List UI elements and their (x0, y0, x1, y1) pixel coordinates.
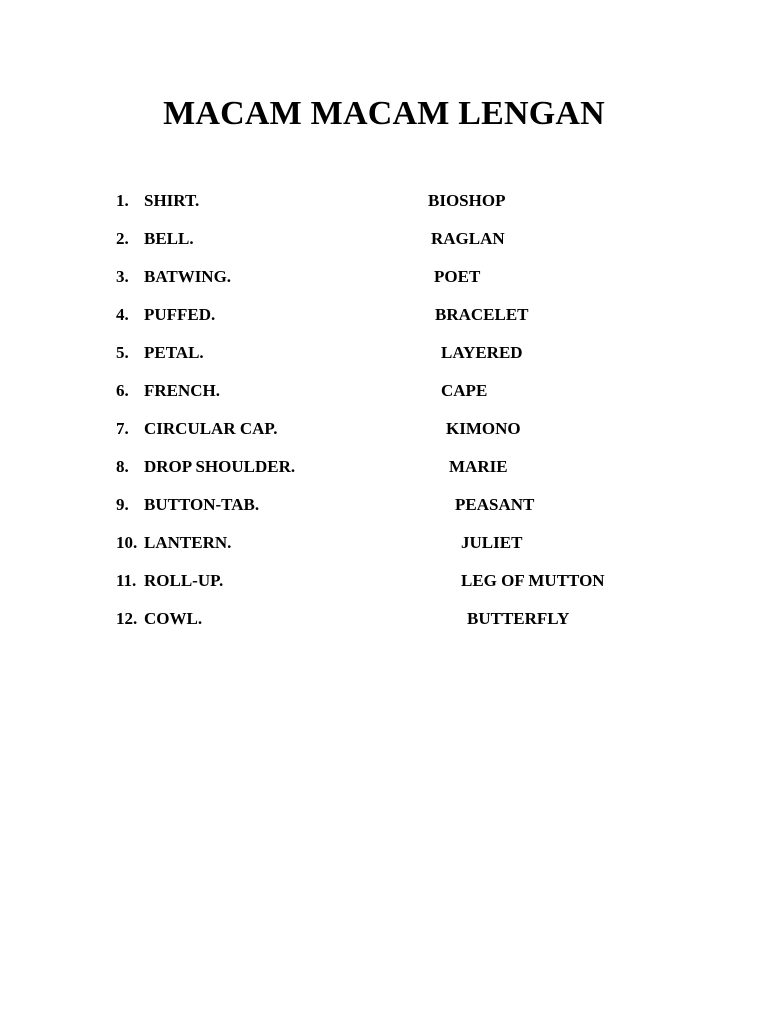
sleeve-name-right: BIOSHOP (428, 191, 506, 210)
sleeve-name-left: CIRCULAR CAP. (144, 419, 278, 438)
list-number: 10. (116, 533, 138, 552)
sleeve-name-left: BATWING. (144, 267, 232, 286)
list-row (0, 457, 768, 479)
list-row (0, 267, 768, 289)
sleeve-name-right: LAYERED (441, 343, 523, 362)
list-number: 2. (116, 229, 129, 248)
sleeve-name-right: RAGLAN (431, 229, 505, 248)
sleeve-name-right: KIMONO (446, 419, 521, 438)
list-row (0, 191, 768, 213)
list-row (0, 571, 768, 593)
list-row (0, 343, 768, 365)
list-row (0, 609, 768, 631)
sleeve-name-left: BUTTON-TAB. (144, 495, 260, 514)
list-row (0, 495, 768, 517)
sleeve-name-left: FRENCH. (144, 381, 221, 400)
list-number: 6. (116, 381, 129, 400)
sleeve-name-left: LANTERN. (144, 533, 232, 552)
list-number: 11. (116, 571, 137, 590)
sleeve-name-right: BUTTERFLY (467, 609, 570, 628)
sleeve-name-left: PETAL. (144, 343, 204, 362)
sleeve-name-right: MARIE (449, 457, 508, 476)
sleeve-name-left: ROLL-UP. (144, 571, 224, 590)
list-row (0, 381, 768, 403)
list-row (0, 419, 768, 441)
list-number: 3. (116, 267, 129, 286)
sleeve-name-left: SHIRT. (144, 191, 200, 210)
sleeve-name-right: CAPE (441, 381, 488, 400)
sleeve-name-right: LEG OF MUTTON (461, 571, 605, 590)
sleeve-name-right: POET (434, 267, 481, 286)
sleeve-name-left: PUFFED. (144, 305, 216, 324)
list-number: 12. (116, 609, 138, 628)
list-number: 4. (116, 305, 129, 324)
list-number: 1. (116, 191, 129, 210)
sleeve-name-right: BRACELET (435, 305, 529, 324)
sleeve-name-right: JULIET (461, 533, 523, 552)
list-row (0, 229, 768, 251)
list-row (0, 305, 768, 327)
sleeve-name-left: BELL. (144, 229, 194, 248)
sleeve-name-left: DROP SHOULDER. (144, 457, 296, 476)
sleeve-name-left: COWL. (144, 609, 203, 628)
list-number: 5. (116, 343, 129, 362)
sleeve-name-right: PEASANT (455, 495, 535, 514)
list-number: 9. (116, 495, 129, 514)
list-number: 8. (116, 457, 129, 476)
list-number: 7. (116, 419, 129, 438)
page-title: MACAM MACAM LENGAN (163, 95, 605, 132)
list-row (0, 533, 768, 555)
